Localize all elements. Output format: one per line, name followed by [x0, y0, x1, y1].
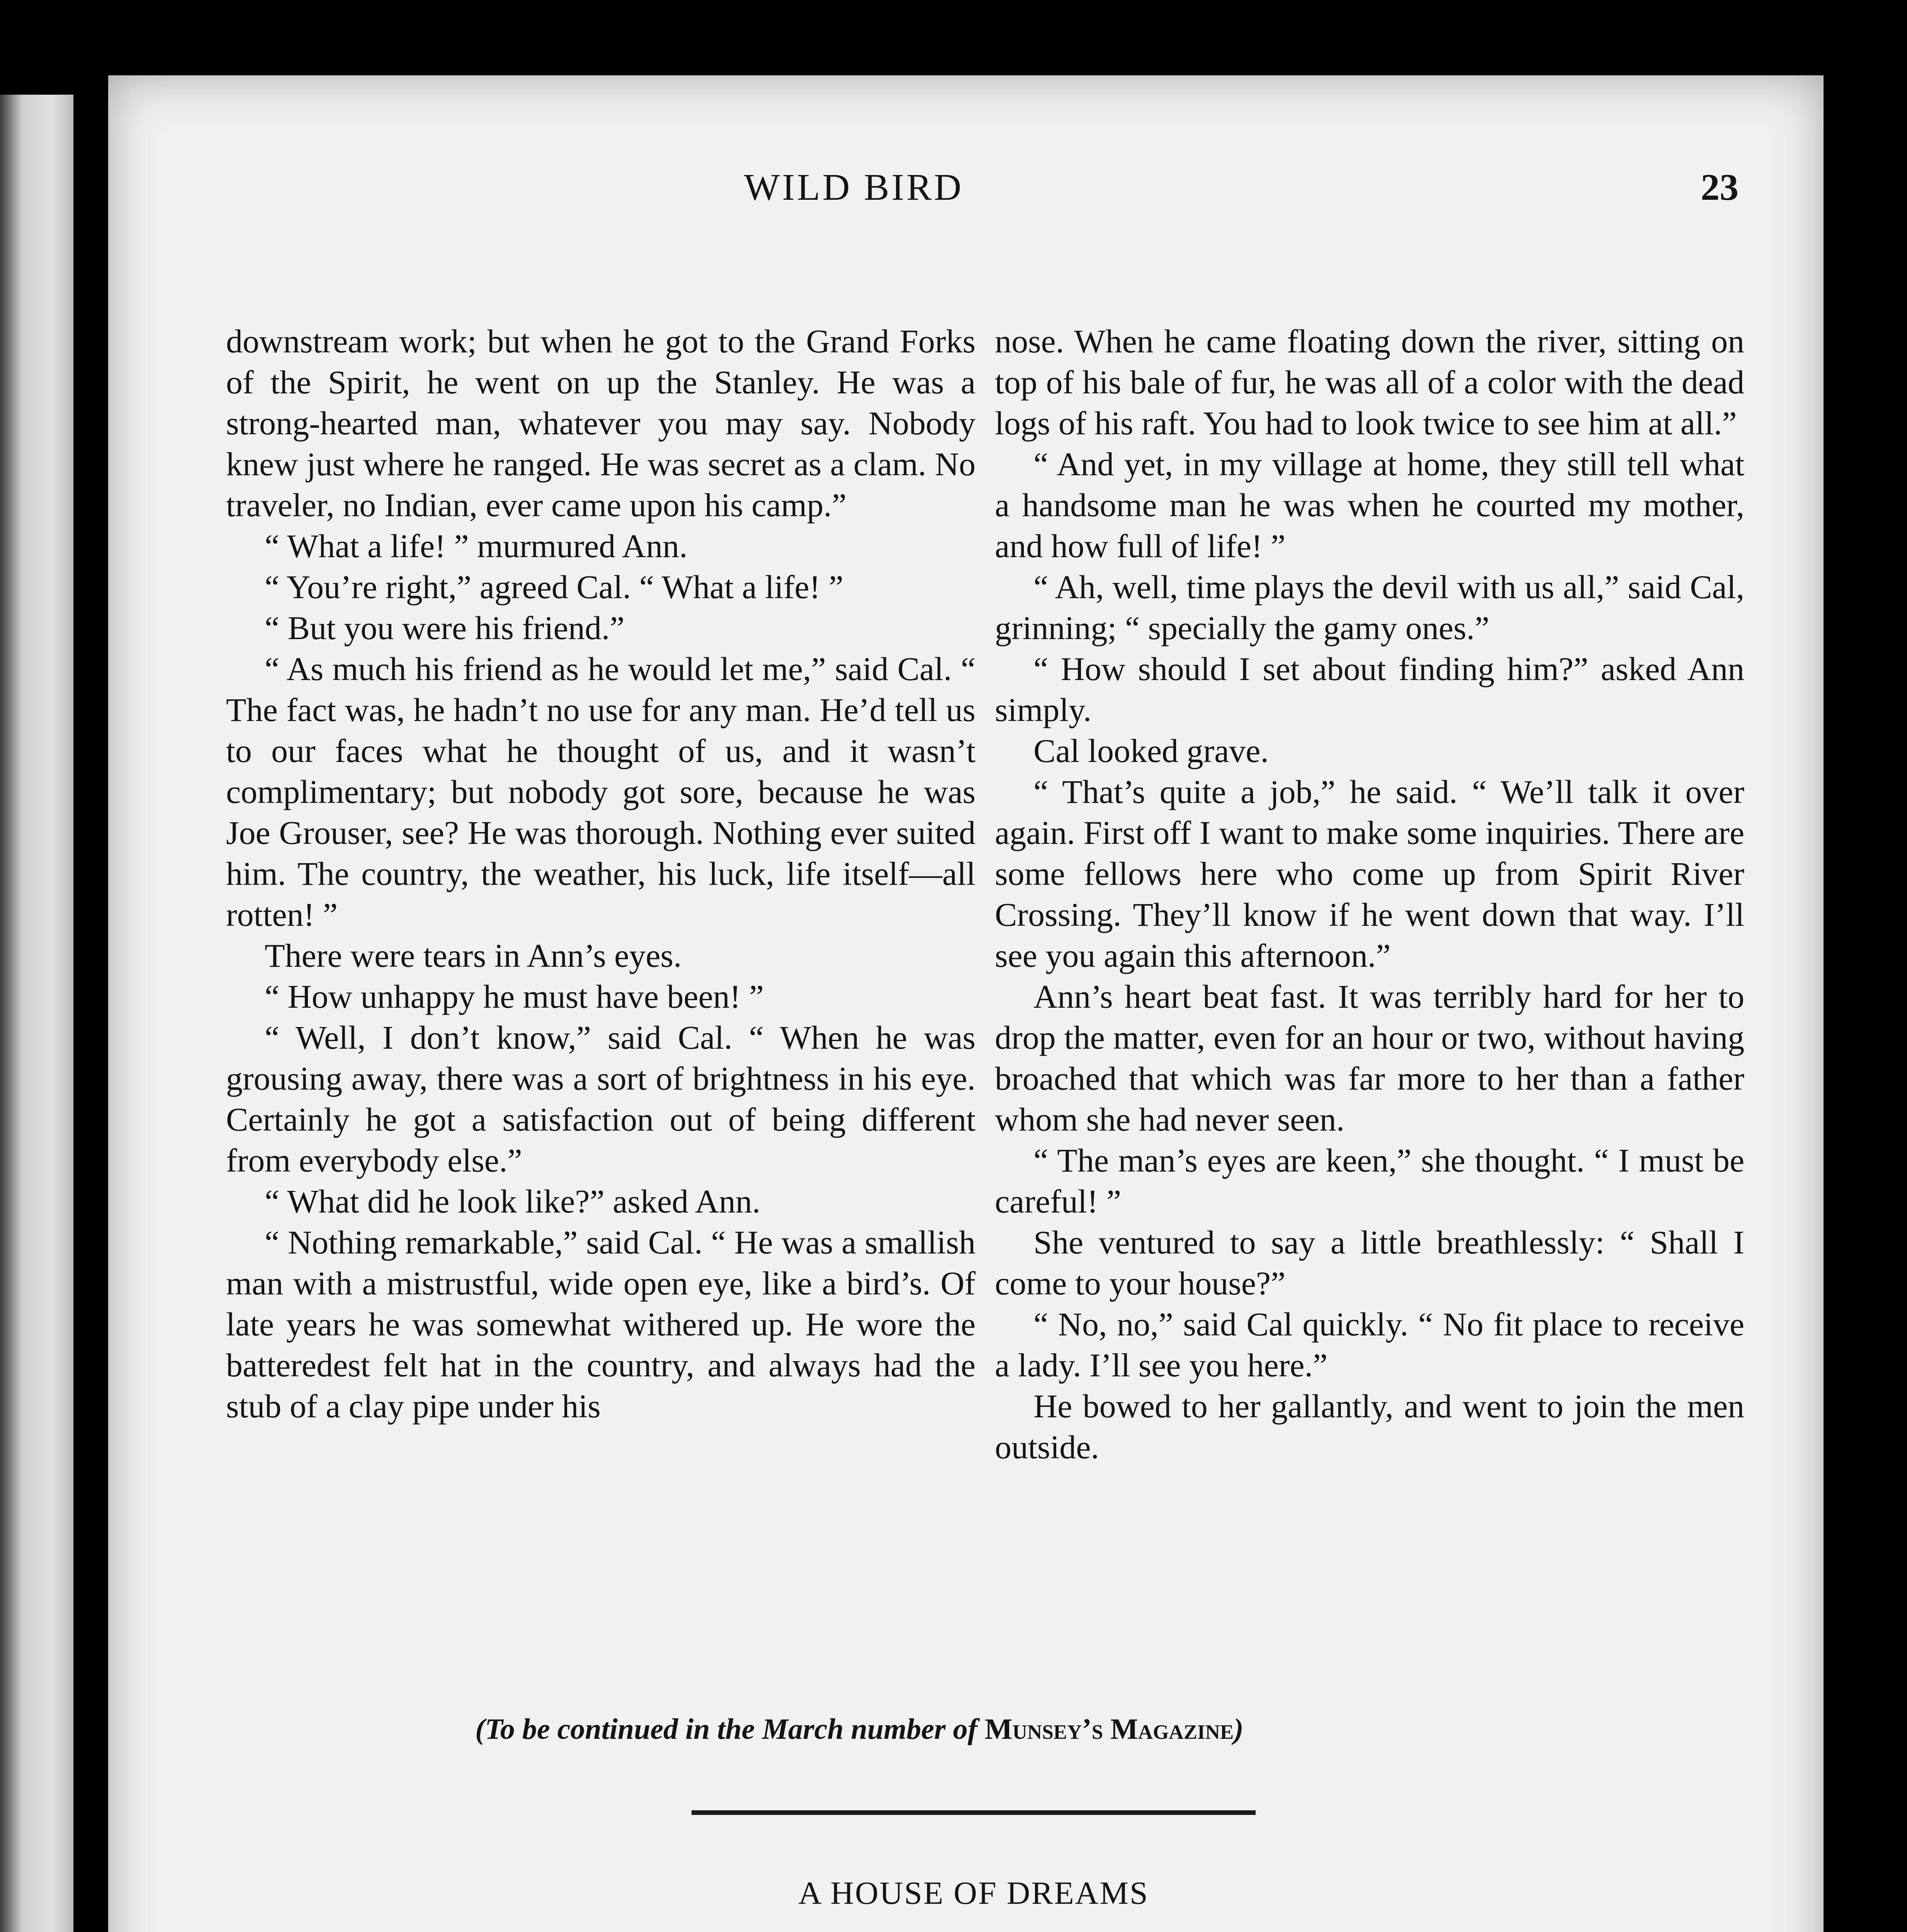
running-head: WILD BIRD [744, 167, 964, 208]
paragraph: He bowed to her gallantly, and went to join the men outside. [995, 1388, 1744, 1466]
paragraph: “ The man’s eyes are keen,” she thought. “ I must be careful! ” [995, 1142, 1744, 1220]
poem-title: A HOUSE OF DREAMS [798, 1875, 1149, 1911]
paragraph: “ Well, I don’t know,” said Cal. “ When he was grousing away, there was a sort of brightness in his eye. Certainly he got a satisfaction out of being different from everybody else.” [226, 1019, 976, 1179]
left-text-column [226, 321, 976, 1427]
adjacent-page-edge [0, 95, 73, 1932]
section-divider [692, 1810, 1256, 1815]
paragraph: “ As much his friend as he would let me,” said Cal. “ The fact was, he hadn’t no use for any man. He’d tell us to our faces what he thought of us, and it wasn’t complimentary; but nobody got sore, because he was Joe Grouser, see? He was thorough. Nothing ever suited him. The country, the weather, his luck, life itself—all rotten! ” [226, 650, 976, 933]
paragraph: There were tears in Ann’s eyes. [265, 937, 682, 974]
paragraph: “ But you were his friend.” [265, 609, 625, 646]
paragraph: “ That’s quite a job,” he said. “ We’ll talk it over again. First off I want to make some inquiries. There are some fellows here who come up from Spirit River Crossing. They’ll know if he went down that way. I’ll see you again this afternoon.” [995, 773, 1744, 974]
paragraph: “ How should I set about finding him?” asked Ann simply. [995, 650, 1744, 728]
right-text-column [995, 321, 1744, 1468]
continued-note-suffix: ) [1234, 1713, 1244, 1745]
continued-note-prefix: (To be continued in the March number of [475, 1713, 977, 1745]
paragraph: “ What a life! ” murmured Ann. [265, 527, 688, 565]
paragraph: “ And yet, in my village at home, they still tell what a handsome man he was when he courted my mother, and how full of life! ” [995, 446, 1744, 565]
magazine-name: Munsey’s Magazine [984, 1713, 1234, 1745]
page-number: 23 [1701, 167, 1739, 208]
paragraph: nose. When he came floating down the river, sitting on top of his bale of fur, he was all of a color with the dead logs of his raft. You had to look twice to see him at all.” [995, 323, 1744, 442]
paragraph: “ No, no,” said Cal quickly. “ No fit place to receive a lady. I’ll see you here.” [995, 1306, 1744, 1384]
paragraph: She ventured to say a little breathlessly: “ Shall I come to your house?” [995, 1224, 1744, 1302]
paragraph: “ How unhappy he must have been! ” [265, 978, 764, 1015]
paragraph: “ What did he look like?” asked Ann. [265, 1183, 761, 1220]
continued-note [475, 1706, 1480, 1752]
paragraph: downstream work; but when he got to the Grand Forks of the Spirit, he went on up the Stanley. He was a strong-hearted man, whatever you may say. Nobody knew just where he ranged. He was secret as a clam. No traveler, no Indian, ever came upon his camp.” [226, 323, 976, 524]
paragraph: Cal looked grave. [1033, 732, 1269, 769]
paragraph: “ You’re right,” agreed Cal. “ What a life! ” [265, 568, 844, 605]
paragraph: “ Ah, well, time plays the devil with us all,” said Cal, grinning; “ specially the gamy ones.” [995, 568, 1744, 646]
paragraph: Ann’s heart beat fast. It was terribly hard for her to drop the matter, even for an hour or two, without having broached that which was far more to her than a father whom she had never seen. [995, 978, 1744, 1138]
paragraph: “ Nothing remarkable,” said Cal. “ He was a smallish man with a mistrustful, wide open eye, like a bird’s. Of late years he was somewhat withered up. He wore the batteredest felt hat in the country, and always had the stub of a clay pipe under his [226, 1224, 976, 1425]
